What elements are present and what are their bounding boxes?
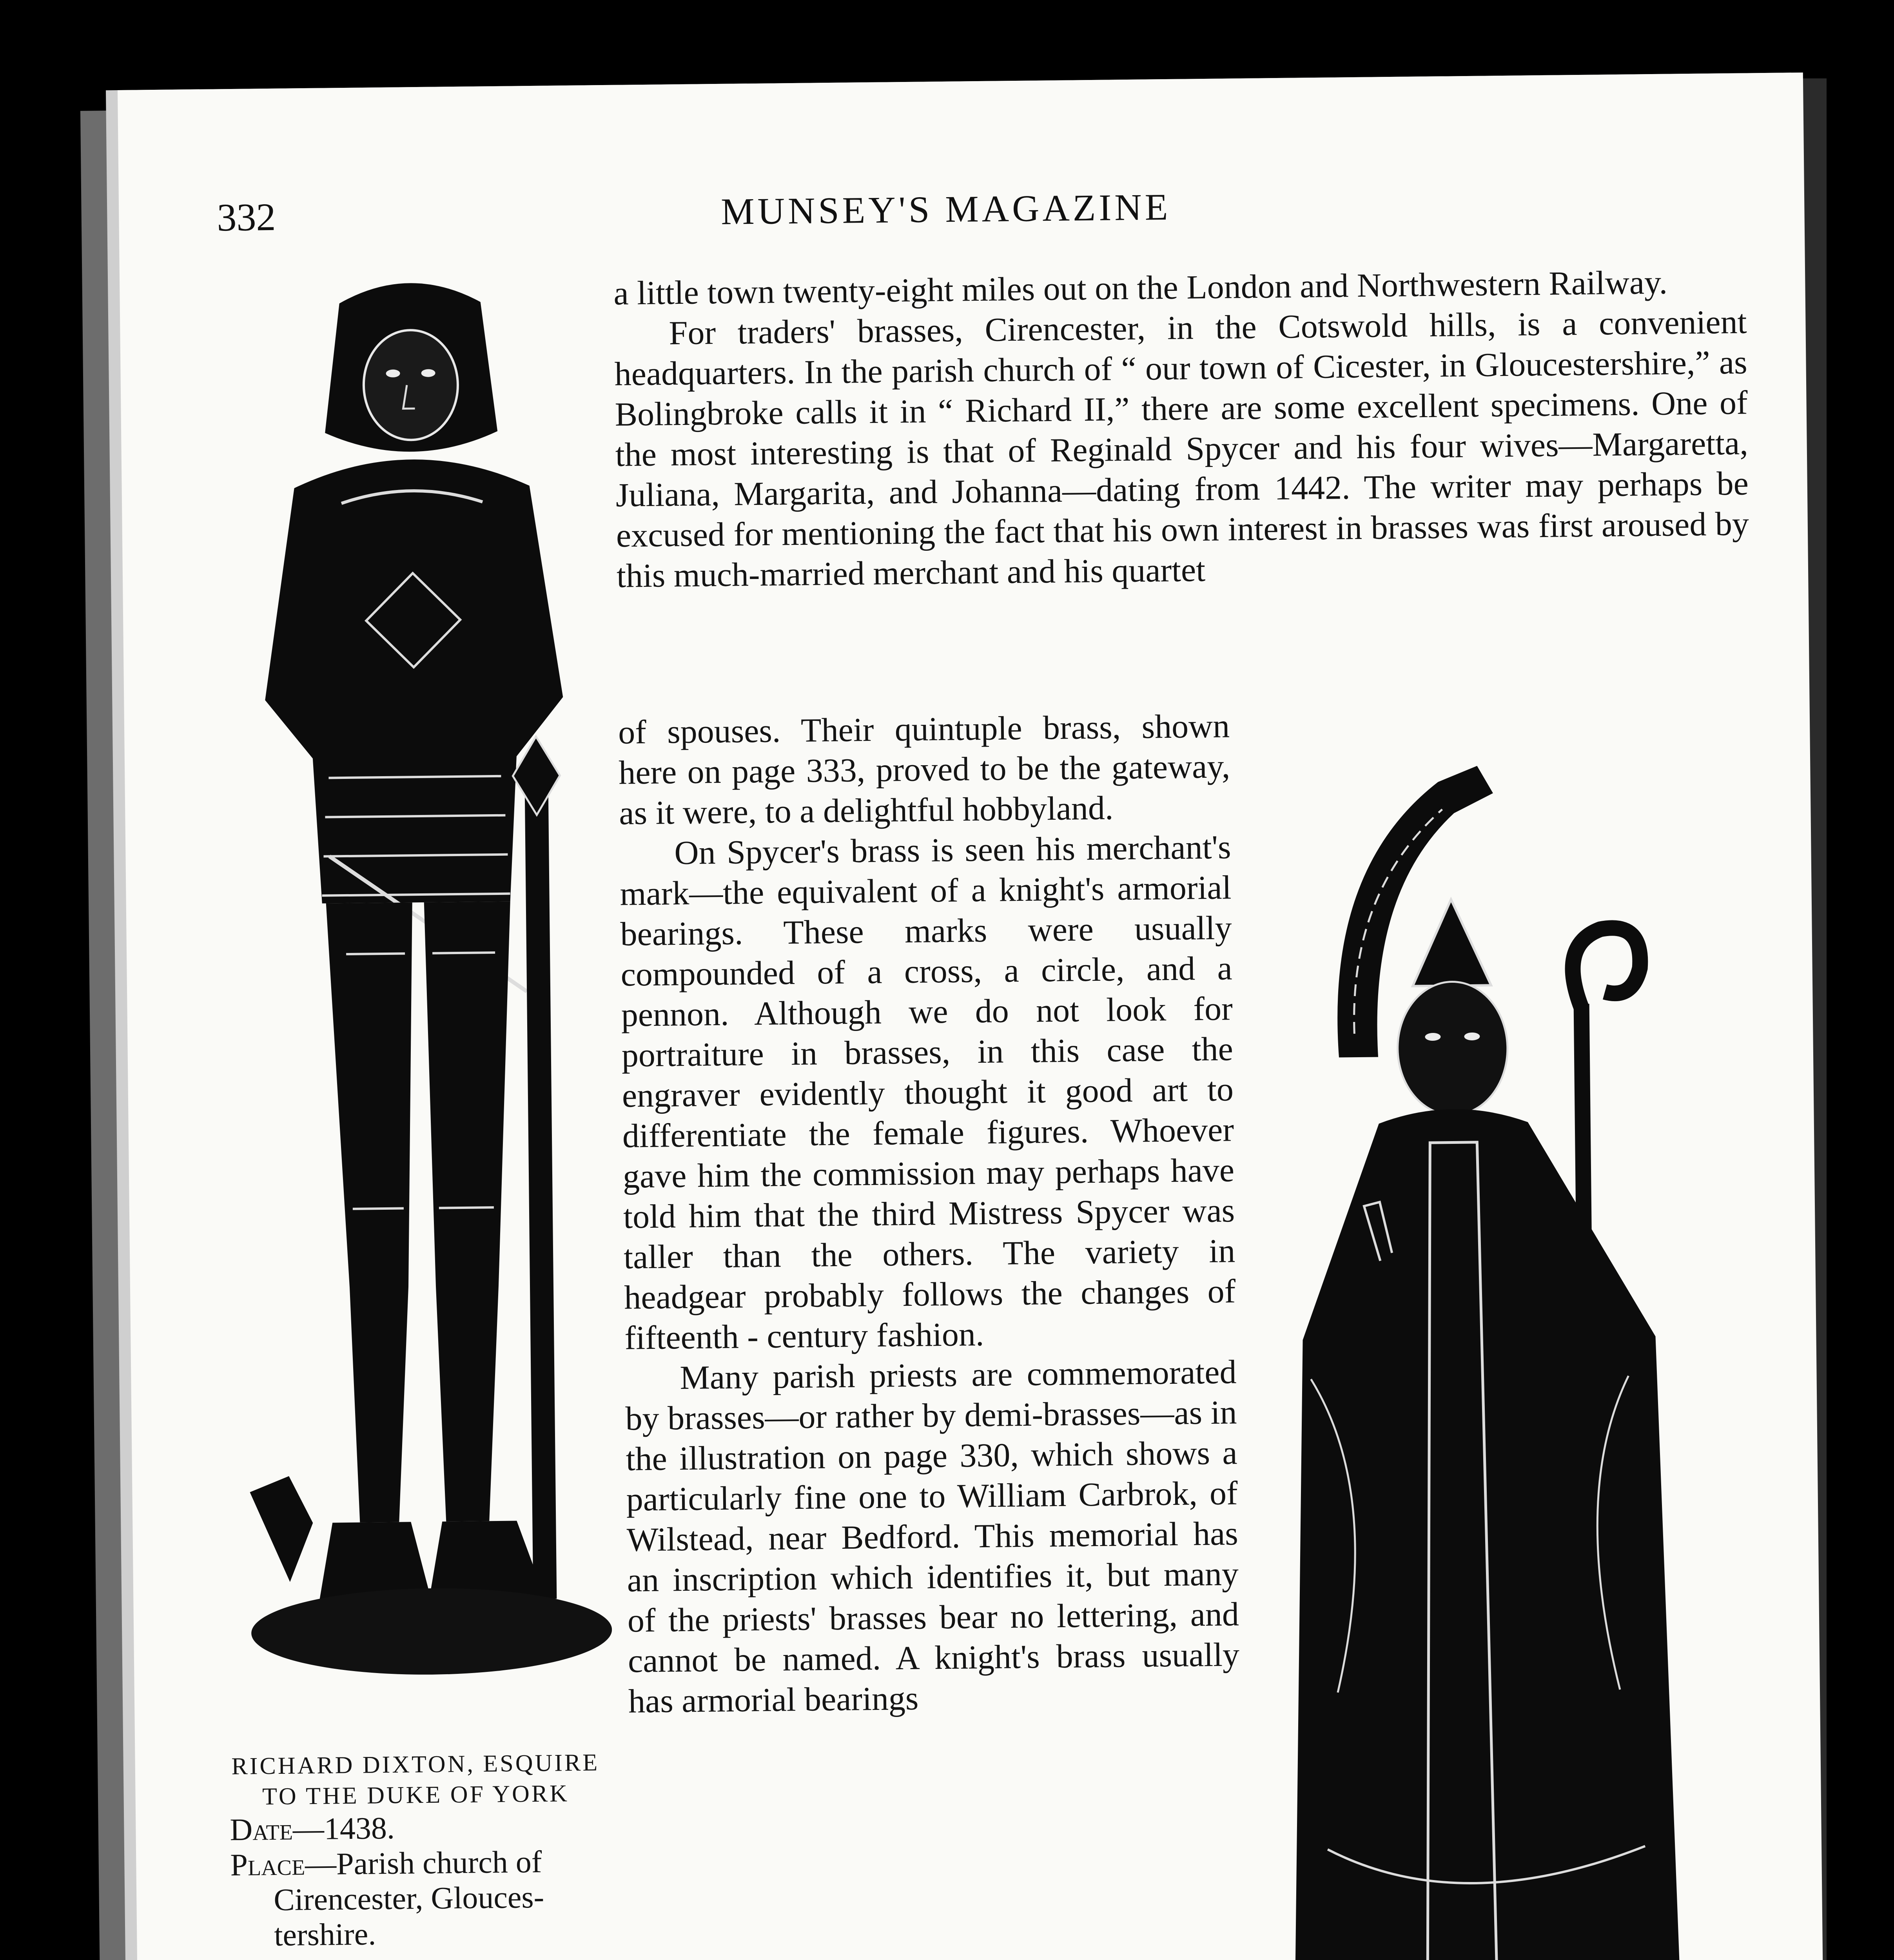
caption-date: [230, 1808, 602, 1847]
magazine-page: [118, 73, 1831, 1960]
caption-title-line: RICHARD DIXTON, ESQUIRE: [231, 1749, 600, 1780]
paragraph: Many parish priests are commemorated by brasses—or rather by demi-brasses—as in the illustration on page 330, which shows a particularly fine one to William Carbrok, of Wilstead, near Bedford. This memorial has an inscription which identifies it, but many of the priests' brasses bear no lettering, and cannot be named. A knight's brass usually has armorial bearings: [625, 1353, 1240, 1720]
caption-meta: [230, 1808, 604, 1953]
date-value: —1438.: [292, 1811, 395, 1847]
text-column-top: [613, 261, 1749, 596]
paragraph: On Spycer's brass is seen his merchant's mark—the equivalent of a knight's armorial bearings. These marks were usually compounded of a cross, a circle, and a pennon. Although we do not look for portraiture in brasses, in this case the engraver evidently thought it good art to differentiate the female figures. Whoever gave him the commission may perhaps have told him that the third Mistress Spycer was taller than the others. The variety in headgear probably follows the changes of fifteenth - century fashion.: [620, 828, 1236, 1357]
magazine-title: MUNSEY'S MAGAZINE: [720, 185, 1171, 232]
paragraph: a little town twenty-eight miles out on the London and Northwestern Railway.: [613, 263, 1668, 312]
place-label: Place: [230, 1847, 305, 1883]
caption-title-line: TO THE DUKE OF YORK: [262, 1780, 570, 1810]
place-value: —Parish church of: [305, 1844, 542, 1882]
caption-title: [229, 1747, 602, 1812]
page-number: 332: [216, 195, 276, 240]
running-header: [217, 180, 1675, 258]
place-continuation: Cirencester, Glouces-: [273, 1880, 544, 1918]
caption-place: [230, 1844, 603, 1883]
date-label: Date: [230, 1812, 293, 1847]
abbot-brass-illustration: [1257, 747, 1774, 1960]
caption-knight: [229, 1747, 603, 1953]
place-continuation: tershire.: [274, 1917, 376, 1953]
text-column-middle: [618, 706, 1240, 1721]
paragraph: of spouses. Their quintuple brass, shown here on page 333, proved to be the gateway, as it were, to a delightful hobbyland.: [618, 707, 1230, 832]
knight-brass-illustration: [221, 265, 613, 1720]
paragraph: For traders' brasses, Cirencester, in the Cotswold hills, is a convenient headquarters. In the parish church of “ our town of Cicester, in Gloucestershire,” as Bolingbroke calls it in “ Richard II,” there are some excellent specimens. One of the most interesting is that of Reginald Spycer and his four wives—Margaretta, Juliana, Margarita, and Johanna—dating from 1442. The writer may perhaps be excused for mentioning the fact that his own interest in brasses was first aroused by this much-married merchant and his quartet: [614, 303, 1749, 595]
